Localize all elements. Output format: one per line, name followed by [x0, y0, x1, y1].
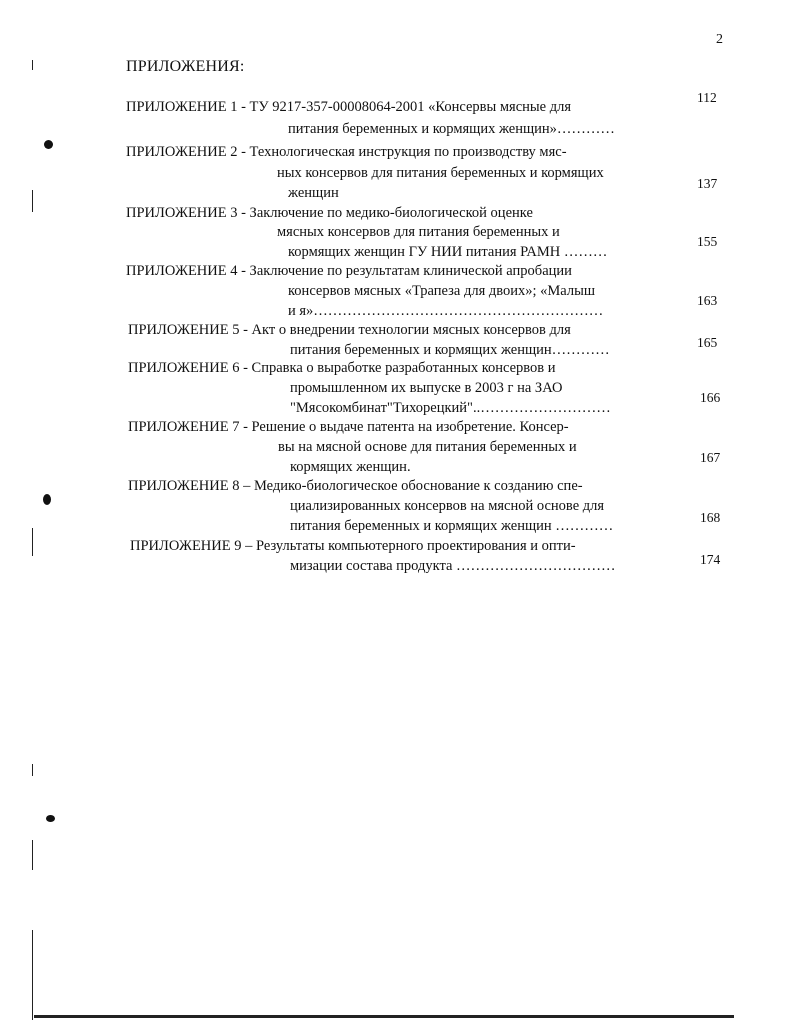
- toc-entry-4-line-2: консервов мясных «Трапеза для двоих»; «Малыш: [288, 283, 595, 299]
- page-number: 2: [716, 32, 723, 47]
- toc-entry-8-line-1: ПРИЛОЖЕНИЕ 8 – Медико-биологическое обоснование к созданию спе-: [128, 478, 583, 494]
- toc-entry-5-line-1: ПРИЛОЖЕНИЕ 5 - Акт о внедрении технологии мясных консервов для: [128, 322, 571, 338]
- toc-entry-4-line-3: и я»……………………………………………………: [288, 303, 604, 319]
- toc-entry-6-line-1: ПРИЛОЖЕНИЕ 6 - Справка о выработке разработанных консервов и: [128, 360, 556, 376]
- toc-entry-8-page: 168: [700, 510, 721, 525]
- scan-left-edge-line: [32, 60, 33, 70]
- scan-blot: [46, 815, 55, 822]
- page-title: ПРИЛОЖЕНИЯ:: [126, 58, 245, 75]
- toc-entry-4-line-1: ПРИЛОЖЕНИЕ 4 - Заключение по результатам клинической апробации: [126, 263, 572, 279]
- toc-entry-6-page: 166: [700, 390, 721, 405]
- scan-left-edge-line: [32, 764, 33, 776]
- toc-entry-9-page: 174: [700, 552, 721, 567]
- toc-entry-6-line-3: "Мясокомбинат"Тихорецкий"..………………………: [290, 400, 611, 416]
- toc-entry-7-line-3: кормящих женщин.: [290, 459, 411, 475]
- scan-blot: [43, 494, 51, 505]
- toc-entry-1-line-2: питания беременных и кормящих женщин»…………: [288, 121, 615, 137]
- toc-entry-5-line-2: питания беременных и кормящих женщин…………: [290, 342, 610, 358]
- toc-entry-1-line-1: ПРИЛОЖЕНИЕ 1 - ТУ 9217-357-00008064-2001 «Консервы мясные для: [126, 99, 572, 115]
- toc-entry-9-line-2: мизации состава продукта ……………………………: [290, 558, 616, 574]
- toc-entry-2-line-3: женщин: [288, 185, 339, 201]
- scan-blot: [44, 140, 53, 149]
- toc-entry-3-line-2: мясных консервов для питания беременных и: [277, 224, 560, 240]
- toc-entry-8-line-2: циализированных консервов на мясной основе для: [290, 498, 605, 514]
- toc-entry-3-page: 155: [697, 234, 718, 249]
- scan-left-edge-line: [32, 190, 33, 212]
- toc-entry-2-line-1: ПРИЛОЖЕНИЕ 2 - Технологическая инструкция по производству мяс-: [126, 144, 567, 160]
- scan-left-edge-line: [32, 930, 33, 1020]
- toc-entry-8-line-3: питания беременных и кормящих женщин …………: [290, 518, 614, 534]
- toc-entry-9-line-1: ПРИЛОЖЕНИЕ 9 – Результаты компьютерного проектирования и опти-: [130, 538, 576, 554]
- toc-entry-4-page: 163: [697, 293, 718, 308]
- toc-entry-3-line-1: ПРИЛОЖЕНИЕ 3 - Заключение по медико-биологической оценке: [126, 205, 533, 221]
- scan-left-edge-line: [32, 528, 33, 556]
- toc-entry-6-line-2: промышленном их выпуске в 2003 г на ЗАО: [290, 380, 563, 396]
- toc-entry-2-line-2: ных консервов для питания беременных и кормящих: [277, 165, 604, 181]
- toc-entry-5-page: 165: [697, 335, 718, 350]
- toc-entry-7-line-1: ПРИЛОЖЕНИЕ 7 - Решение о выдаче патента на изобретение. Консер-: [128, 419, 569, 435]
- scan-left-edge-line: [32, 840, 33, 870]
- toc-entry-3-line-3: кормящих женщин ГУ НИИ питания РАМН ………: [288, 244, 608, 260]
- toc-entry-7-line-2: вы на мясной основе для питания беременных и: [278, 439, 577, 455]
- scan-bottom-edge-line: [34, 1015, 734, 1018]
- toc-entry-2-page: 137: [697, 176, 718, 191]
- toc-entry-7-page: 167: [700, 450, 721, 465]
- toc-entry-1-page: 112: [697, 90, 717, 105]
